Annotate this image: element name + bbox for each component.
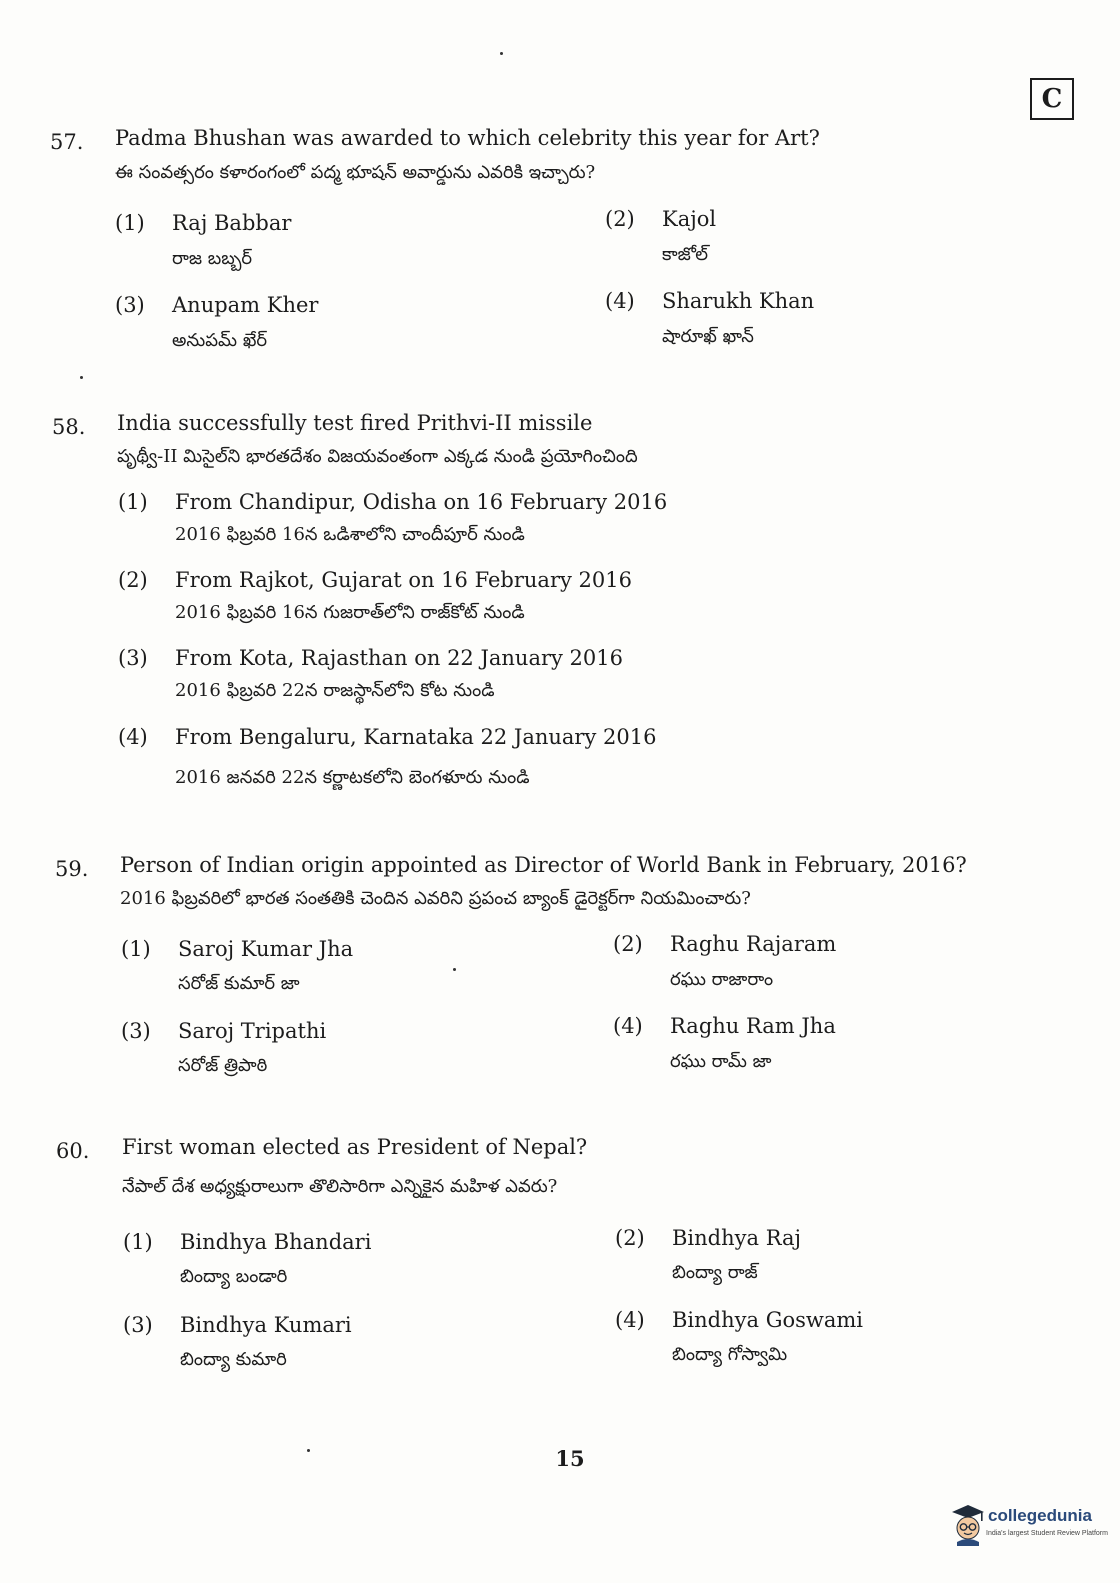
option-english: From Chandipur, Odisha on 16 February 2016 [175,490,668,514]
option-telugu: సరోజ్ కుమార్ జా [178,973,300,994]
option-number: (1) [118,490,148,514]
option-number: (3) [123,1313,153,1337]
scan-speck [500,52,503,55]
option-telugu: బింద్యా రాజ్ [672,1262,758,1283]
option-english: Bindhya Goswami [672,1308,864,1332]
option-number: (4) [118,725,148,749]
question-number: 60. [56,1139,90,1163]
option-telugu: రఘు రామ్ జా [670,1051,772,1072]
option-number: (2) [605,207,635,231]
question-text-telugu: 2016 ఫిబ్రవరిలో భారత సంతతికి చెందిన ఎవరిని ప్రపంచ బ్యాంక్ డైరెక్టర్‌గా నియమించారు? [120,888,751,909]
option-english: Raj Babbar [172,211,292,235]
option-english: Bindhya Raj [672,1226,802,1250]
scan-speck [307,1449,310,1452]
option-telugu: బింద్యా గోస్వామి [672,1344,788,1365]
option-number: (4) [605,289,635,313]
scan-speck [80,376,83,379]
option-english: Saroj Kumar Jha [178,937,354,961]
question-text-english: Padma Bhushan was awarded to which celebrity this year for Art? [115,126,820,150]
option-telugu: రాజ బబ్బర్ [172,248,253,269]
option-number: (3) [121,1019,151,1043]
option-number: (1) [115,211,145,235]
option-number: (3) [118,646,148,670]
option-telugu: 2016 ఫిబ్రవరి 16న ఒడిశాలోని చాందీపూర్ నుండి [175,524,525,545]
graduate-avatar-icon [948,1502,988,1546]
option-english: Raghu Ram Jha [670,1014,836,1038]
question-number: 59. [55,857,89,881]
option-english: From Bengaluru, Karnataka 22 January 2016 [175,725,657,749]
option-english: Bindhya Bhandari [180,1230,372,1254]
question-text-telugu: నేపాల్ దేశ అధ్యక్షురాలుగా తొలిసారిగా ఎన్నికైన మహిళ ఎవరు? [122,1176,558,1197]
option-number: (4) [615,1308,645,1332]
option-telugu: అనుపమ్ ఖేర్ [172,330,268,351]
page-number: 15 [555,1446,585,1471]
option-telugu: 2016 ఫిబ్రవరి 22న రాజస్థాన్‌లోని కోట నుండి [175,680,495,701]
question-text-english: India successfully test fired Prithvi-II missile [117,411,593,435]
question-text-english: First woman elected as President of Nepal? [122,1135,588,1159]
option-english: Sharukh Khan [662,289,815,313]
option-number: (3) [115,293,145,317]
option-number: (2) [118,568,148,592]
option-number: (4) [613,1014,643,1038]
option-telugu: కాజోల్ [662,244,709,265]
option-number: (2) [615,1226,645,1250]
question-text-telugu: పృథ్వీ-II మిసైల్‌ని భారతదేశం విజయవంతంగా ఎక్కడ నుండి ప్రయోగించింది [117,446,638,467]
paper-code-box: C [1030,78,1074,120]
option-number: (1) [121,937,151,961]
option-english: Bindhya Kumari [180,1313,352,1337]
option-telugu: బింద్యా కుమారి [180,1349,287,1370]
option-telugu: బింద్యా బండారి [180,1266,288,1287]
option-telugu: సరోజ్ త్రిపాఠి [178,1055,268,1076]
option-telugu: రఘు రాజారాం [670,969,774,990]
brand-name: collegedunia [988,1506,1092,1525]
option-telugu: 2016 జనవరి 22న కర్ణాటకలోని బెంగళూరు నుండి [175,767,530,788]
question-number: 57. [50,130,84,154]
option-english: From Kota, Rajasthan on 22 January 2016 [175,646,623,670]
option-english: From Rajkot, Gujarat on 16 February 2016 [175,568,632,592]
option-number: (1) [123,1230,153,1254]
option-number: (2) [613,932,643,956]
option-english: Kajol [662,207,717,231]
option-telugu: షారూఖ్ ఖాన్ [662,326,754,347]
option-telugu: 2016 ఫిబ్రవరి 16న గుజరాత్‌లోని రాజ్‌కోట్ నుండి [175,602,525,623]
question-text-english: Person of Indian origin appointed as Director of World Bank in February, 2016? [120,853,967,877]
option-english: Anupam Kher [172,293,319,317]
collegedunia-watermark [948,1498,1108,1558]
question-number: 58. [52,415,86,439]
scan-speck [453,968,456,971]
option-english: Raghu Rajaram [670,932,837,956]
question-text-telugu: ఈ సంవత్సరం కళారంగంలో పద్మ భూషన్ అవార్డును ఎవరికి ఇచ్చారు? [115,162,596,183]
brand-tagline: India's largest Student Review Platform [986,1530,1108,1537]
option-english: Saroj Tripathi [178,1019,327,1043]
